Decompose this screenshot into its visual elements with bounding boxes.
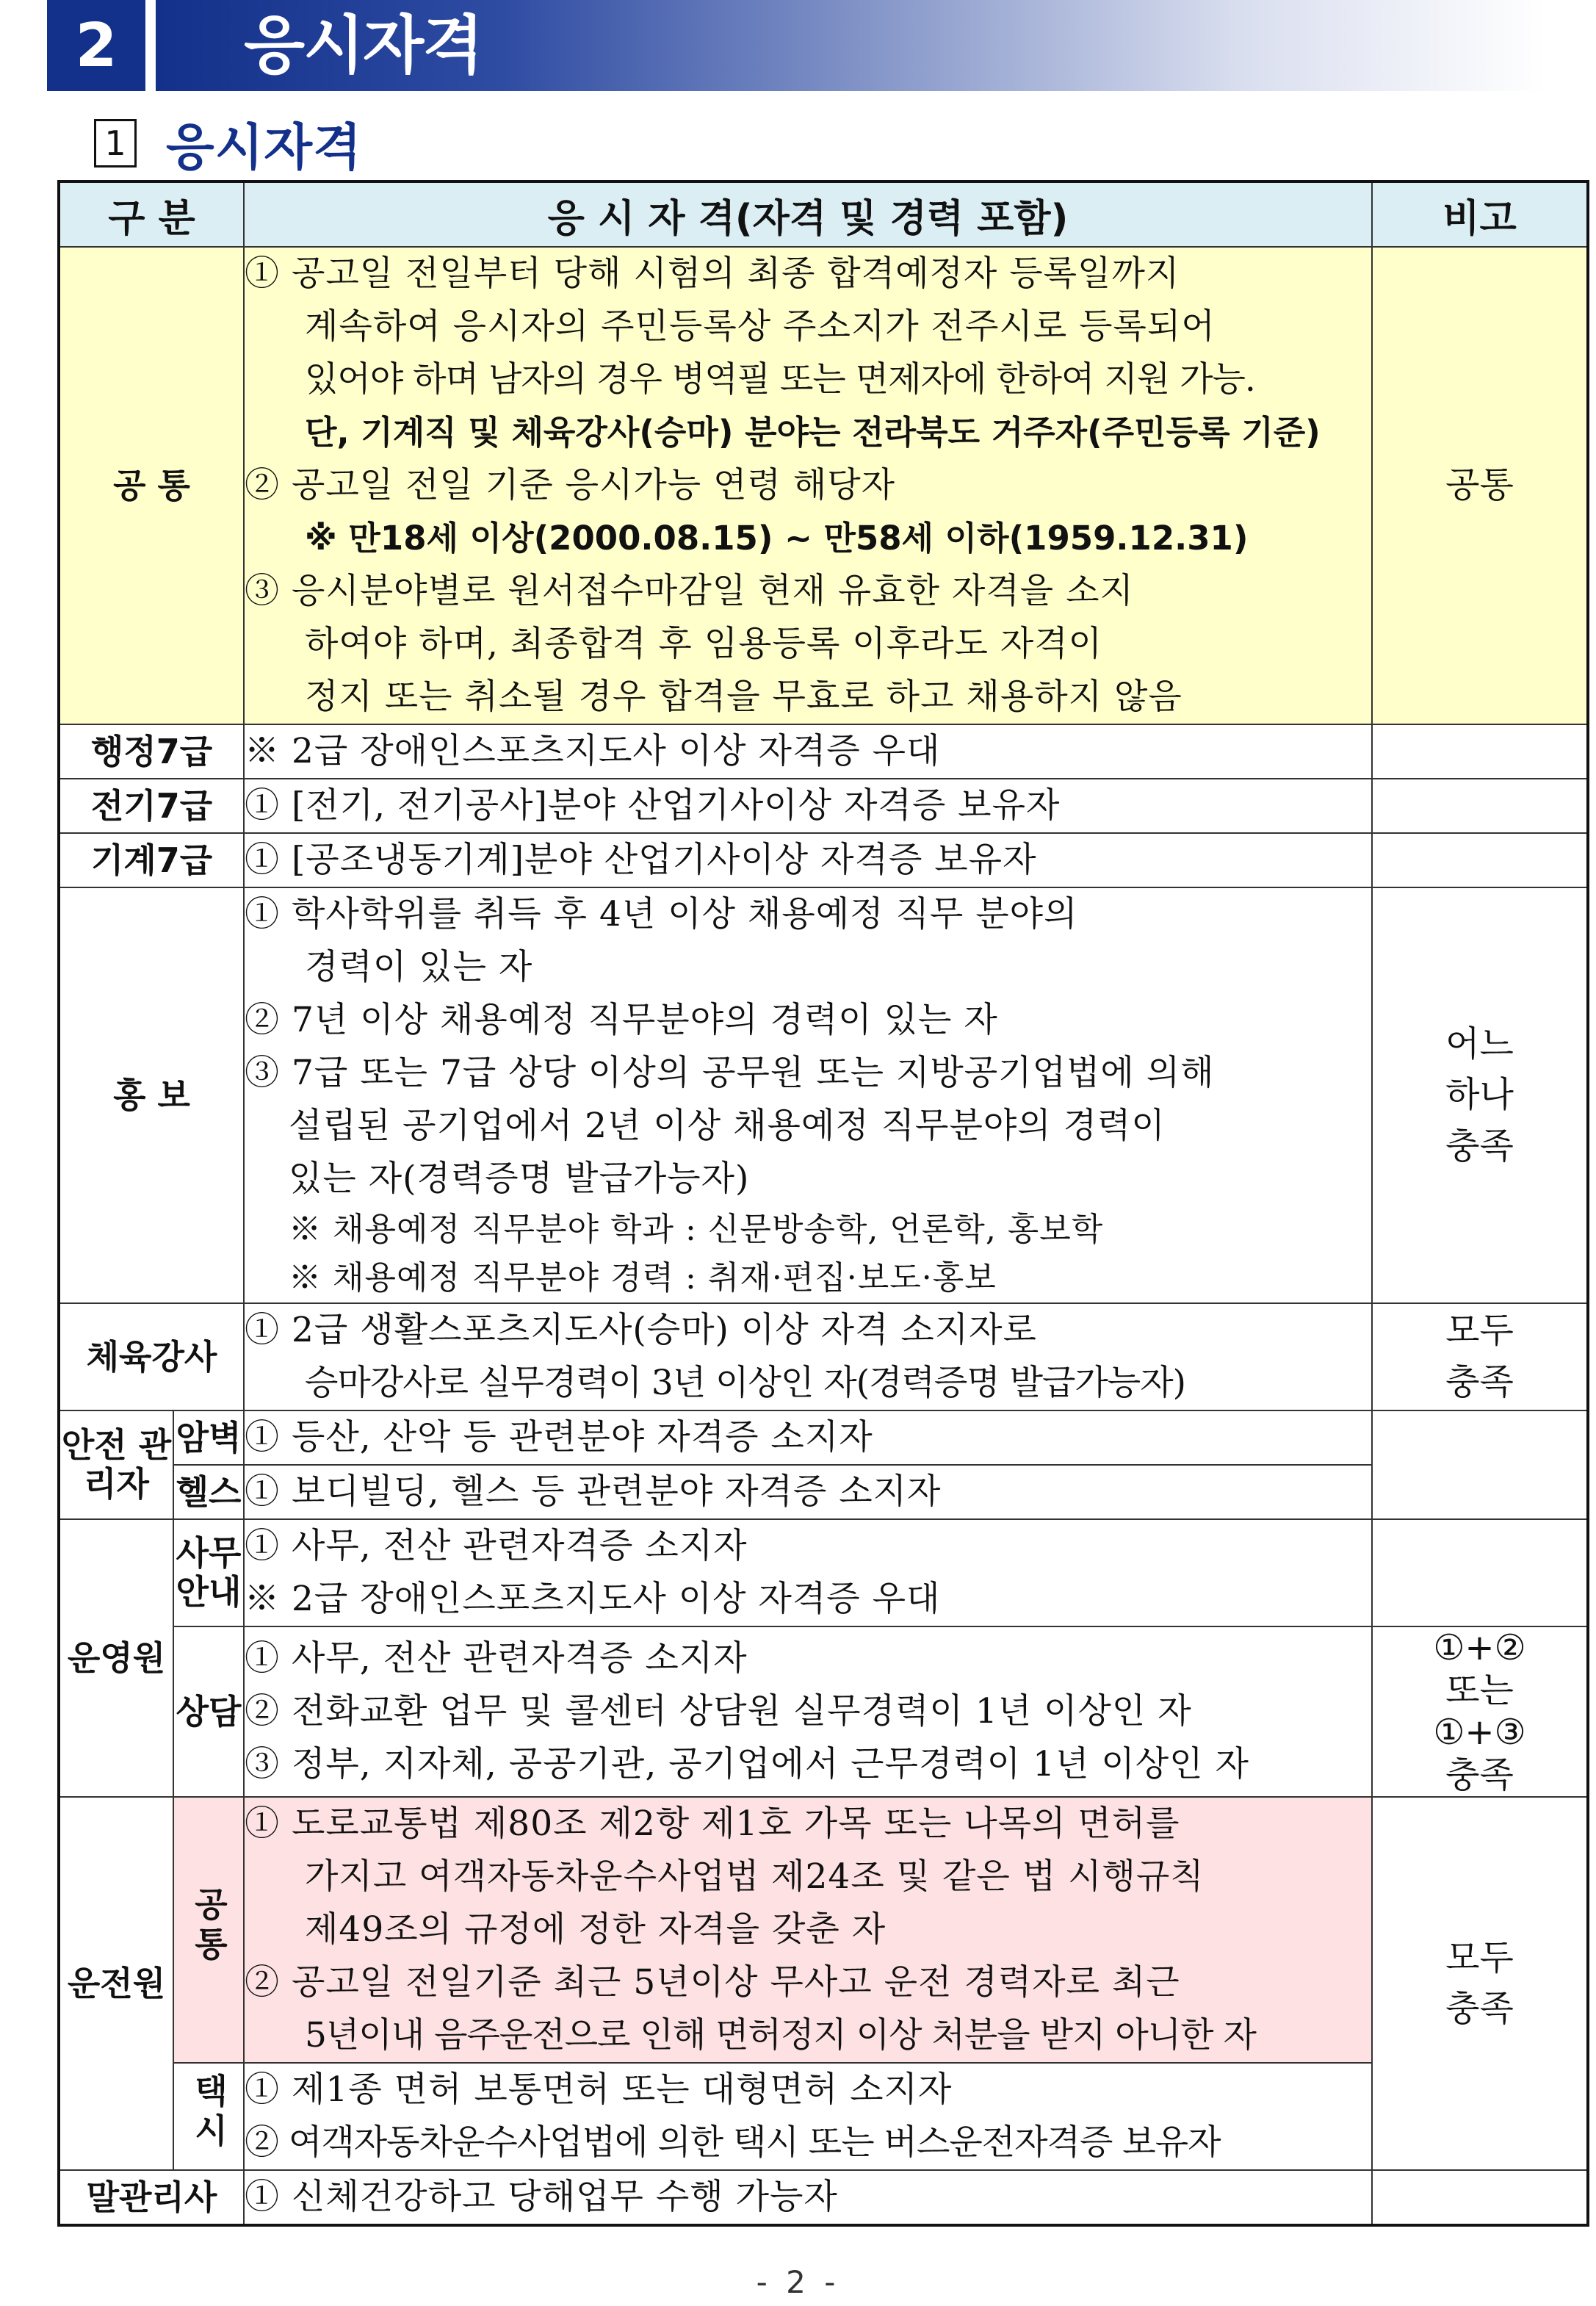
pr-line-5: 설립된 공기업에서 2년 이상 채용예정 직무분야의 경력이: [289, 1106, 1166, 1146]
pr-line-6: 있는 자(경력증명 발급가능자): [289, 1159, 750, 1199]
category-safety: 안전 관리자: [59, 1410, 173, 1519]
page-number: - 2 -: [756, 2264, 840, 2300]
note-electric: [1372, 779, 1588, 833]
operator-counsel-line-2: ② 전화교환 업무 및 콜센터 상담원 실무경력이 1년 이상인 자: [245, 1691, 1192, 1732]
qualification-table: [57, 180, 1589, 2227]
note-pe-2: 충족: [1445, 1361, 1514, 1402]
pe-line-2: 승마강사로 실무경력이 3년 이상인 자(경력증명 발급가능자): [305, 1363, 1185, 1403]
pr-line-3: ② 7년 이상 채용예정 직무분야의 경력이 있는 자: [245, 1000, 998, 1040]
common-line-5: ② 공고일 전일 기준 응시가능 연령 해당자: [245, 465, 896, 505]
common-line-8: 하여야 하며, 최종합격 후 임용등록 이후라도 자격이: [305, 624, 1103, 664]
note-driver-2: 충족: [1445, 1988, 1514, 2030]
note-pr-1: 어느: [1445, 1023, 1514, 1064]
header-qualification: 응 시 자 격(자격 및 경력 포함): [244, 181, 1372, 247]
driver-common-line-1: ① 도로교통법 제80조 제2항 제1호 가목 또는 나목의 면허를: [245, 1804, 1180, 1845]
sub-health: 헬스: [173, 1465, 244, 1519]
note-safety: [1372, 1410, 1588, 1519]
common-line-9: 정지 또는 취소될 경우 합격을 무효로 하고 채용하지 않음: [305, 677, 1182, 717]
electric-line: ① [전기, 전기공사]분야 산업기사이상 자격증 보유자: [245, 785, 1061, 826]
driver-common-line-5: 5년이내 음주운전으로 인해 면허정지 이상 처분을 받지 아니한 자: [305, 2015, 1256, 2056]
driver-common-line-3: 제49조의 규정에 정한 자격을 갖춘 자: [305, 1909, 887, 1950]
pr-line-7: ※ 채용예정 직무분야 학과 : 신문방송학, 언론학, 홍보학: [289, 1211, 1104, 1248]
table-row-operator-office: [59, 1519, 1588, 1626]
note-driver: [1372, 1797, 1588, 2170]
note-counsel-4: 충족: [1445, 1754, 1514, 1795]
category-mechanic: 기계7급: [59, 833, 244, 887]
operator-office-line-1: ① 사무, 전산 관련자격증 소지자: [245, 1526, 748, 1566]
mechanic-line: ① [공조냉동기계]분야 산업기사이상 자격증 보유자: [245, 840, 1037, 880]
table-row-electric: [59, 779, 1588, 833]
pr-line-8: ※ 채용예정 직무분야 경력 : 취재·편집·보도·홍보: [289, 1259, 997, 1297]
pr-line-4: ③ 7급 또는 7급 상당 이상의 공무원 또는 지방공기업법에 의해: [245, 1053, 1215, 1093]
category-driver: 운전원: [59, 1797, 173, 2170]
common-line-4: 단, 기계직 및 체육강사(승마) 분야는 전라북도 거주자(주민등록 기준): [305, 413, 1321, 452]
table-row-admin: [59, 724, 1588, 779]
category-operator: 운영원: [59, 1519, 173, 1797]
note-mechanic: [1372, 833, 1588, 887]
pr-line-2: 경력이 있는 자: [305, 947, 533, 987]
admin-line: ※ 2급 장애인스포츠지도사 이상 자격증 우대: [245, 731, 941, 771]
common-content: [244, 247, 1372, 724]
pr-line-1: ① 학사학위를 취득 후 4년 이상 채용예정 직무 분야의: [245, 894, 1078, 934]
category-pe: 체육강사: [59, 1303, 244, 1410]
operator-office-line-2: ※ 2급 장애인스포츠지도사 이상 자격증 우대: [245, 1579, 941, 1619]
table-row-pr: [59, 887, 1588, 1303]
horse-line: ① 신체건강하고 당해업무 수행 가능자: [245, 2177, 838, 2218]
section-banner: [47, 0, 1545, 91]
note-driver-1: 모두: [1445, 1936, 1514, 1978]
category-common: 공 통: [59, 247, 244, 724]
note-pe: [1372, 1303, 1588, 1410]
note-operator-counsel: [1372, 1626, 1588, 1797]
note-pr: [1372, 887, 1588, 1303]
subsection-marker: 1: [94, 119, 137, 167]
common-line-6: ※ 만18세 이상(2000.08.15) ~ 만58세 이하(1959.12.31): [305, 519, 1249, 558]
table-row-mechanic: [59, 833, 1588, 887]
operator-counsel-line-1: ① 사무, 전산 관련자격증 소지자: [245, 1638, 748, 1679]
common-line-7: ③ 응시분야별로 원서접수마감일 현재 유효한 자격을 소지: [245, 571, 1134, 611]
driver-common-line-4: ② 공고일 전일기준 최근 5년이상 무사고 운전 경력자로 최근: [245, 1962, 1180, 2003]
table-row-pe: [59, 1303, 1588, 1410]
subsection-title: 응시자격: [166, 118, 362, 177]
table-row-common: [59, 247, 1588, 724]
driver-common-line-2: 가지고 여객자동차운수사업법 제24조 및 같은 법 시행규칙: [305, 1856, 1205, 1898]
operator-counsel-line-3: ③ 정부, 지자체, 공공기관, 공기업에서 근무경력이 1년 이상인 자: [245, 1744, 1249, 1785]
note-operator-office: [1372, 1519, 1588, 1626]
note-horse: [1372, 2170, 1588, 2225]
driver-taxi-line-1: ① 제1종 면허 보통면허 또는 대형면허 소지자: [245, 2069, 953, 2111]
note-common: 공통: [1372, 247, 1588, 724]
category-electric: 전기7급: [59, 779, 244, 833]
header-note: 비고: [1372, 181, 1588, 247]
note-pr-3: 충족: [1445, 1125, 1514, 1167]
note-counsel-1: ①+②: [1433, 1627, 1526, 1668]
pe-line-1: ① 2급 생활스포츠지도사(승마) 이상 자격 소지자로: [245, 1310, 1037, 1350]
sub-driver-common: 공통: [173, 1797, 244, 2063]
driver-taxi-line-2: ② 여객자동차운수사업법에 의한 택시 또는 버스운전자격증 보유자: [245, 2122, 1221, 2163]
table-row-driver-taxi: [59, 2063, 1588, 2170]
sub-driver-taxi: 택시: [173, 2063, 244, 2170]
section-number: 2: [47, 0, 145, 91]
table-row-operator-counsel: [59, 1626, 1588, 1797]
table-row-horse: [59, 2170, 1588, 2225]
subsection-heading: [94, 103, 362, 184]
category-horse: 말관리사: [59, 2170, 244, 2225]
safety-health-line: ① 보디빌딩, 헬스 등 관련분야 자격증 소지자: [245, 1471, 942, 1512]
section-title: 응시자격: [244, 9, 483, 82]
note-pr-2: 하나: [1445, 1074, 1514, 1116]
banner-bar: [156, 0, 1545, 91]
note-counsel-3: ①+③: [1433, 1712, 1526, 1754]
note-counsel-2: 또는: [1445, 1669, 1514, 1711]
table-row-driver-common: [59, 1797, 1588, 2063]
common-line-2: 계속하여 응시자의 주민등록상 주소지가 전주시로 등록되어: [305, 306, 1216, 347]
table-row-safety-climb: [59, 1410, 1588, 1465]
safety-climb-line: ① 등산, 산악 등 관련분야 자격증 소지자: [245, 1417, 873, 1458]
category-admin: 행정7급: [59, 724, 244, 779]
table-row-safety-health: [59, 1465, 1588, 1519]
sub-office: 사무 안내: [173, 1519, 244, 1626]
sub-climb: 암벽: [173, 1410, 244, 1465]
note-admin: [1372, 724, 1588, 779]
sub-counsel: 상담: [173, 1626, 244, 1797]
category-pr: 홍 보: [59, 887, 244, 1303]
header-category: 구 분: [59, 181, 244, 247]
pr-content: [244, 887, 1372, 1303]
common-line-3: 있어야 하며 남자의 경우 병역필 또는 면제자에 한하여 지원 가능.: [305, 359, 1255, 400]
note-pe-1: 모두: [1445, 1310, 1514, 1352]
common-line-1: ① 공고일 전일부터 당해 시험의 최종 합격예정자 등록일까지: [245, 253, 1180, 294]
